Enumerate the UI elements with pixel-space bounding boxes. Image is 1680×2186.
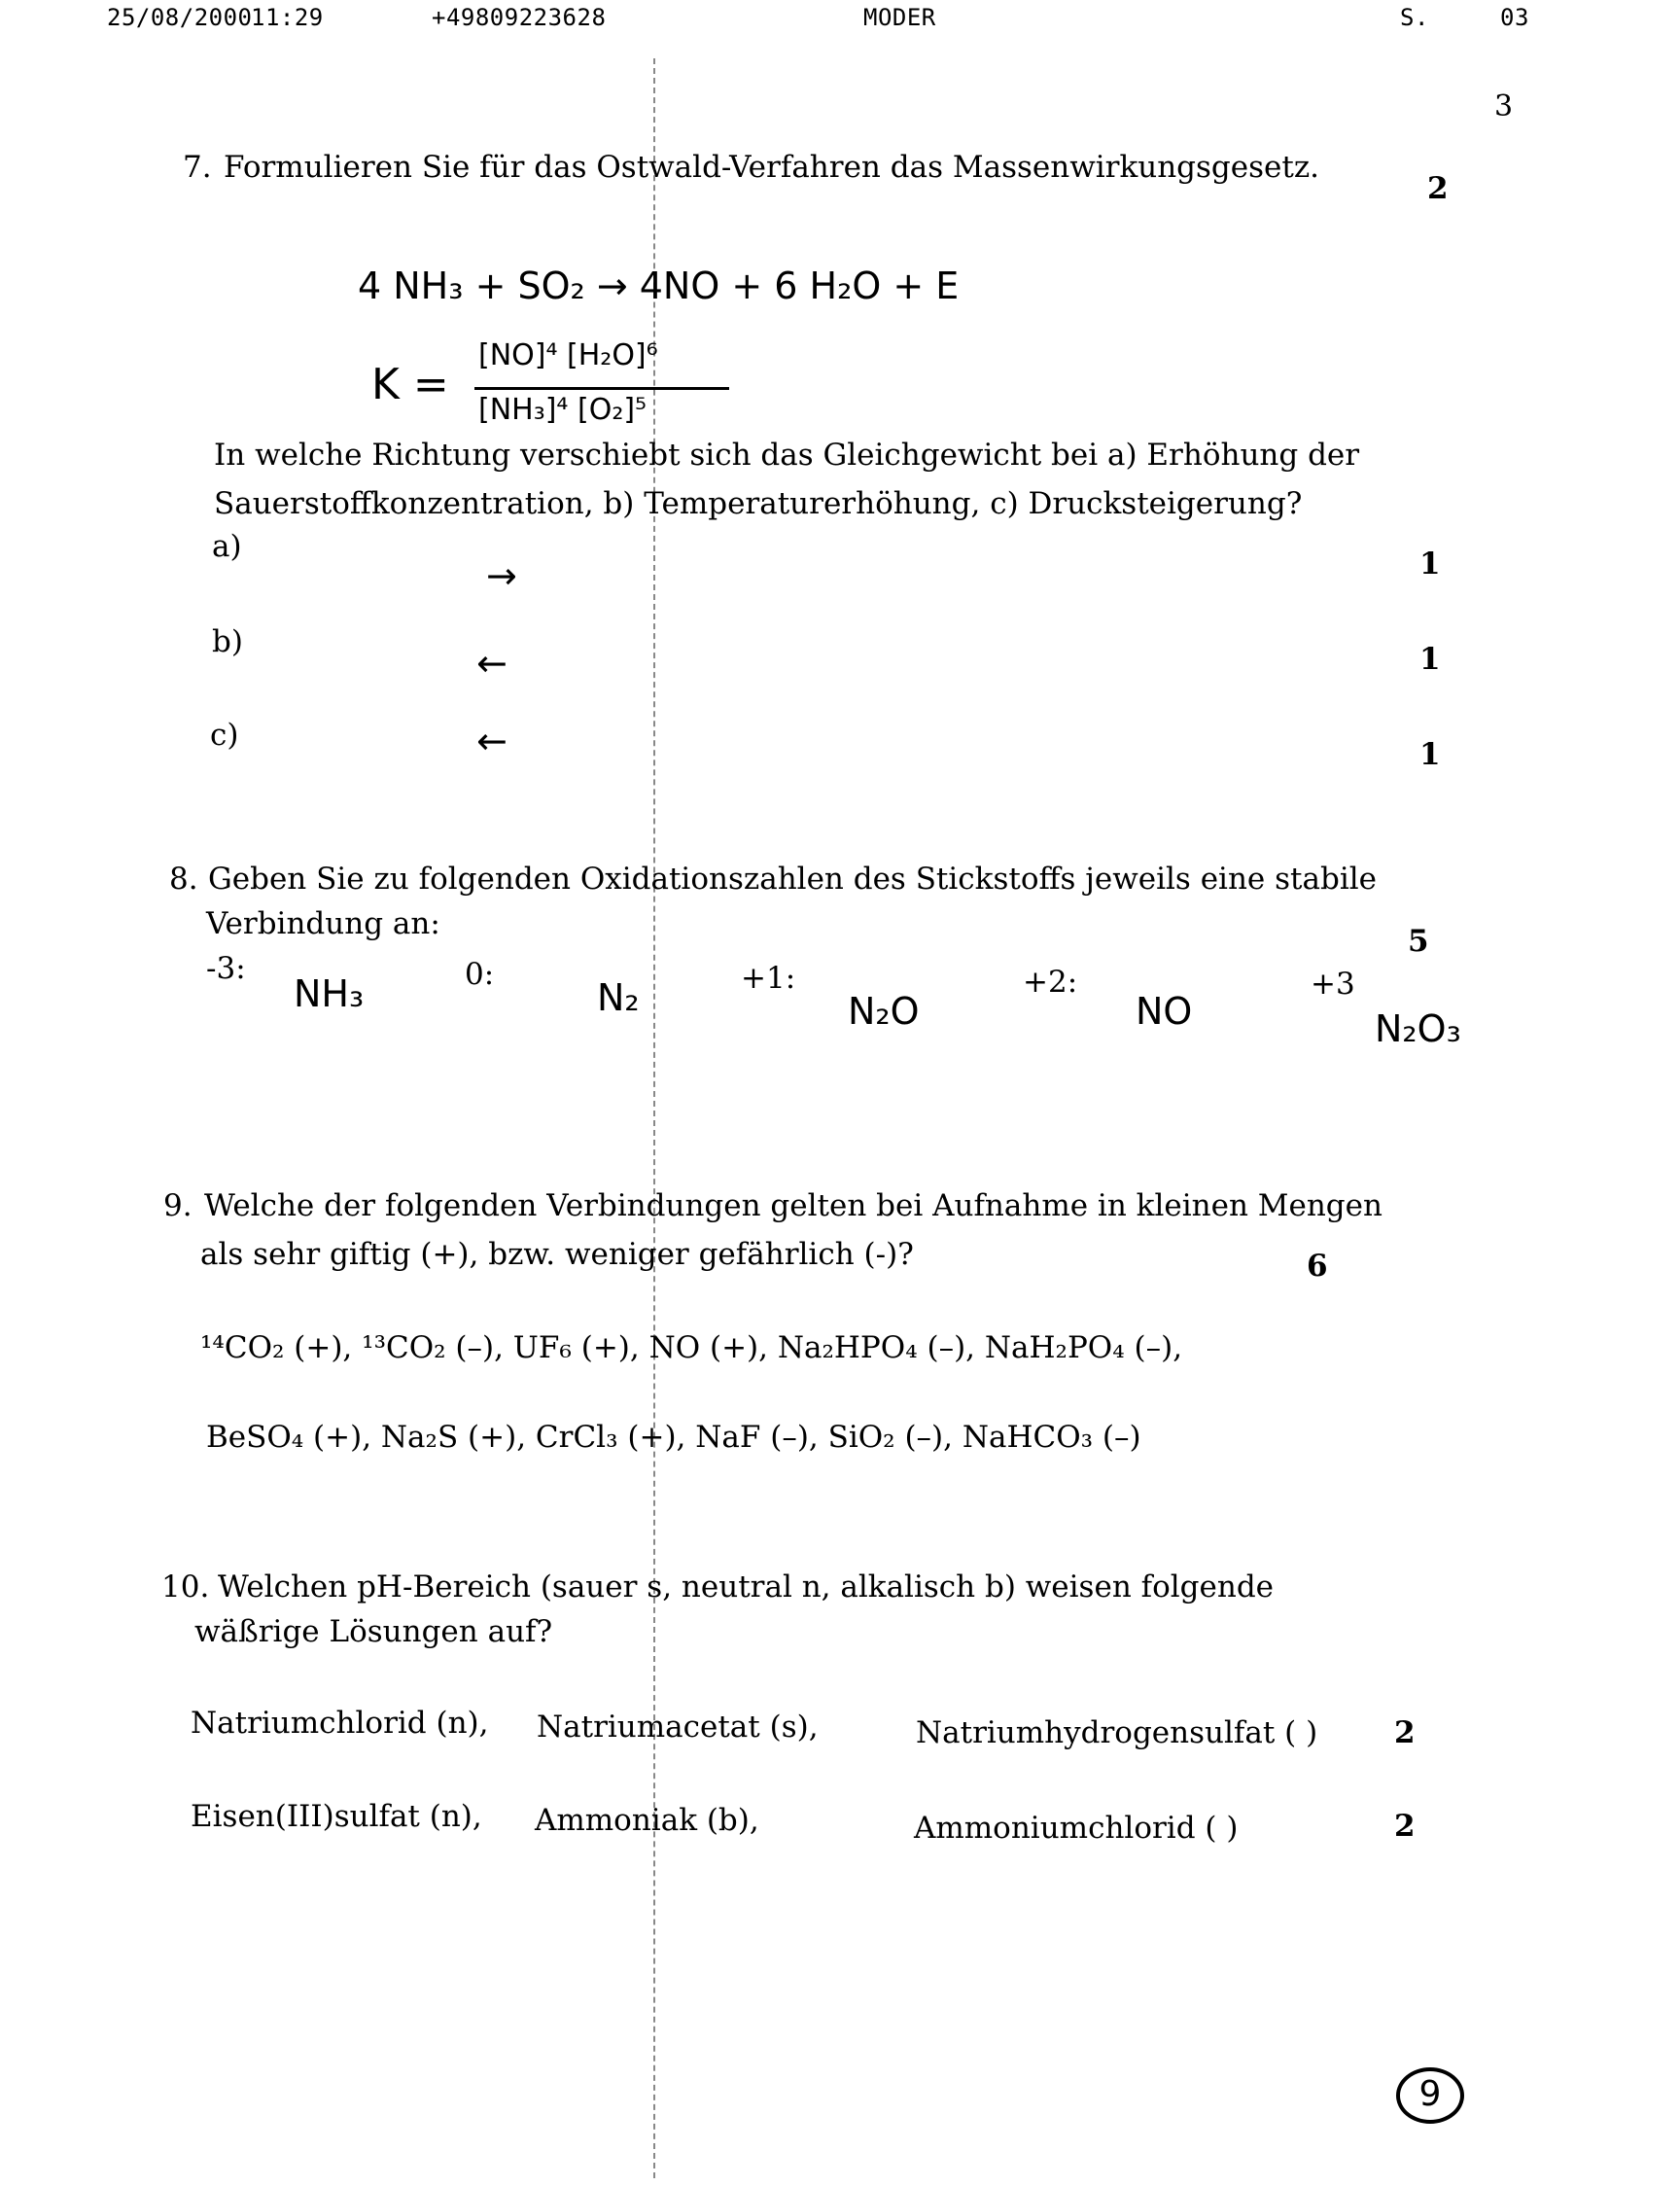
q8-number: 8. [169,862,198,897]
q7-part-b-answer: ← [476,642,508,685]
q10-line1: Welchen pH-Bereich (sauer s, neutral n, alkalisch b) weisen folgende [218,1569,1275,1604]
q7-number: 7. [183,150,212,185]
q9-number: 9. [163,1188,192,1223]
q7-part-c-label: c) [210,718,239,753]
q10-row1-points: 2 [1394,1715,1416,1750]
q10-row1-item2: Natriumacetat (s), [537,1710,819,1745]
q8-line2: Verbindung an: [206,906,440,941]
fraction-line [474,387,729,390]
q7-part-c-points: 1 [1419,737,1441,772]
q8-ox-plus3: +3 [1311,967,1355,1002]
page-number: 3 [1494,89,1514,123]
q9-row1: ¹⁴CO₂ (+), ¹³CO₂ (–), UF₆ (+), NO (+), Na₂HPO₄ (–), NaH₂PO₄ (–), [200,1330,1183,1365]
q10-line2: wäßrige Lösungen auf? [194,1614,553,1649]
q8-points: 5 [1408,924,1429,959]
q7-answer-denominator: [NH₃]⁴ [O₂]⁵ [478,393,648,427]
fax-sender: MODER [863,4,936,31]
q8-answer-0: N₂ [597,976,640,1019]
fax-page-label: S. [1400,4,1429,31]
q8-answer-plus3: N₂O₃ [1375,1007,1461,1050]
q8-ox-plus2: +2: [1023,965,1078,1000]
q10-row2-points: 2 [1394,1809,1416,1844]
fax-phone: +49809223628 [432,4,607,31]
q10-row1-item3: Natriumhydrogensulfat ( ) [916,1715,1318,1750]
q7-answer-k: K = [371,360,449,409]
q7-part-a-answer: → [486,554,517,597]
q7-part-b-label: b) [212,624,243,659]
fax-time: 11:29 [251,4,324,31]
q10-row2-item1: Eisen(III)sulfat (n), [191,1799,482,1834]
q7-followup-line1: In welche Richtung verschiebt sich das Gleichgewicht bei a) Erhöhung der [214,438,1360,473]
q7-answer-numerator: [NO]⁴ [H₂O]⁶ [478,338,658,372]
q7-text: Formulieren Sie für das Ostwald-Verfahren das Massenwirkungsgesetz. [224,150,1320,185]
q9-line1: Welche der folgenden Verbindungen gelten bei Aufnahme in kleinen Mengen [204,1188,1382,1223]
q8-ox-plus1: +1: [741,961,796,996]
q8-answer-plus2: NO [1136,990,1193,1033]
q7-followup-line2: Sauerstoffkonzentration, b) Temperaturerhöhung, c) Drucksteigerung? [214,486,1303,521]
q9-line2: als sehr giftig (+), bzw. weniger gefährlich (-)? [200,1237,914,1272]
grade-mark: 9 [1418,2074,1442,2114]
q7-part-c-answer: ← [476,720,508,762]
q8-line1: Geben Sie zu folgenden Oxidationszahlen des Stickstoffs jeweils eine stabile [208,862,1377,897]
q9-points: 6 [1307,1249,1328,1284]
q7-part-b-points: 1 [1419,642,1441,677]
q10-number: 10. [161,1569,210,1604]
q10-row2-item3: Ammoniumchlorid ( ) [914,1811,1239,1846]
q8-ox-0: 0: [465,957,495,992]
fax-page-number: 03 [1500,4,1529,31]
grade-circle [1396,2067,1464,2124]
q7-part-a-points: 1 [1419,546,1441,582]
q10-row1-item1: Natriumchlorid (n), [191,1706,489,1741]
fax-date: 25/08/2000 [107,4,253,31]
q8-answer-plus1: N₂O [848,990,920,1033]
q7-answer-equation: 4 NH₃ + SO₂ → 4NO + 6 H₂O + E [358,264,960,307]
q9-row2: BeSO₄ (+), Na₂S (+), CrCl₃ (+), NaF (–), SiO₂ (–), NaHCO₃ (–) [206,1420,1141,1455]
q8-answer-minus3: NH₃ [294,972,365,1015]
q10-row2-item2: Ammoniak (b), [535,1803,759,1838]
fold-line [653,58,655,2178]
q7-points: 2 [1427,171,1449,206]
q8-ox-minus3: -3: [206,951,246,986]
q7-part-a-label: a) [212,529,242,564]
